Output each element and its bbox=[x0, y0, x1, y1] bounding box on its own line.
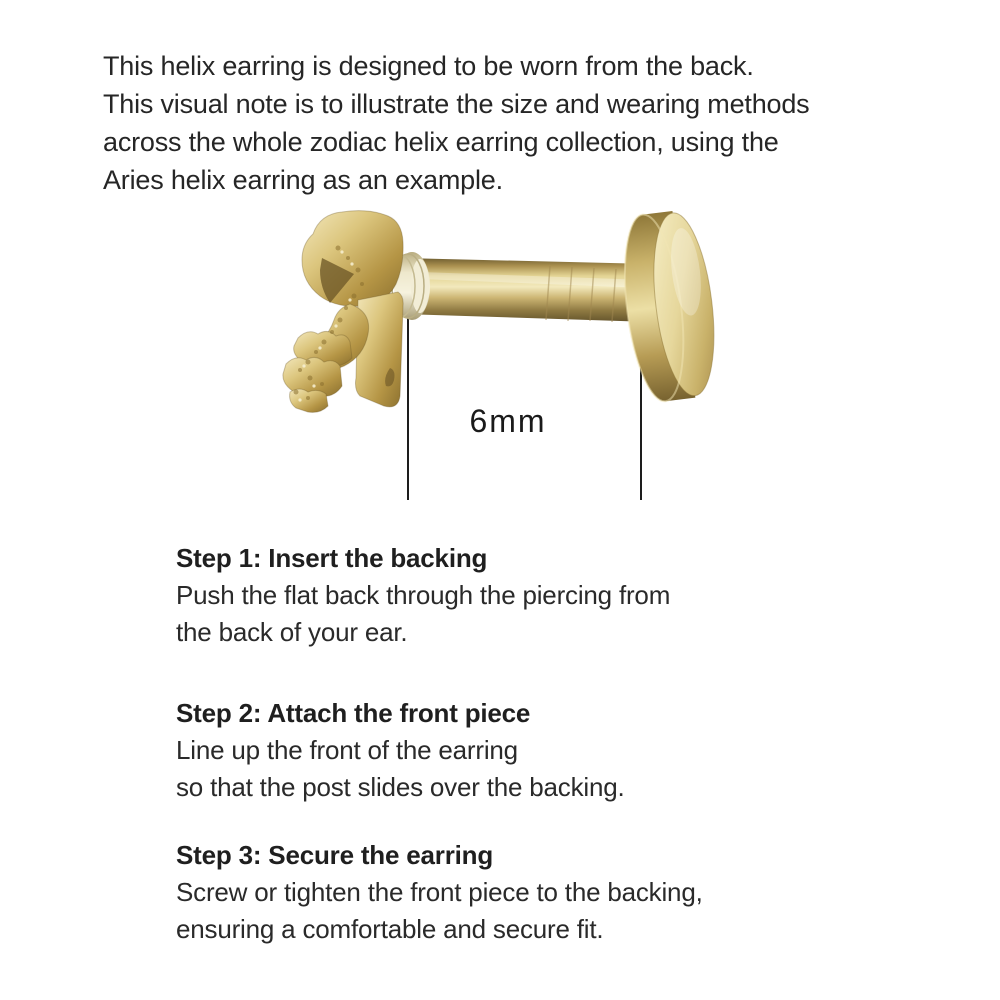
earring-post bbox=[402, 258, 652, 322]
intro-line: This helix earring is designed to be worn from the back. bbox=[103, 51, 754, 81]
step-3-heading: Step 3: Secure the earring bbox=[176, 840, 494, 870]
step-1-line: Push the flat back through the piercing from bbox=[176, 580, 671, 610]
step-1-line: the back of your ear. bbox=[176, 617, 408, 647]
step-block-3 bbox=[176, 837, 936, 948]
earring-front-piece-aries-charm bbox=[283, 211, 403, 413]
intro-line: This visual note is to illustrate the size and wearing methods bbox=[103, 89, 810, 119]
step-3-line: ensuring a comfortable and secure fit. bbox=[176, 914, 604, 944]
earring-illustration bbox=[250, 200, 790, 520]
step-3-line: Screw or tighten the front piece to the backing, bbox=[176, 877, 703, 907]
charm-top-horn bbox=[302, 211, 403, 307]
step-1-heading: Step 1: Insert the backing bbox=[176, 543, 488, 573]
step-2-heading: Step 2: Attach the front piece bbox=[176, 698, 531, 728]
measurement-label: 6mm bbox=[469, 403, 547, 439]
step-2-line: Line up the front of the earring bbox=[176, 735, 518, 765]
earring-figure bbox=[250, 200, 790, 520]
intro-text bbox=[103, 47, 963, 199]
step-block-1 bbox=[176, 540, 936, 651]
earring-flat-back-disc bbox=[616, 208, 723, 405]
step-2-line: so that the post slides over the backing. bbox=[176, 772, 625, 802]
intro-line: Aries helix earring as an example. bbox=[103, 165, 503, 195]
step-block-2 bbox=[176, 695, 936, 806]
intro-line: across the whole zodiac helix earring collection, using the bbox=[103, 127, 779, 157]
